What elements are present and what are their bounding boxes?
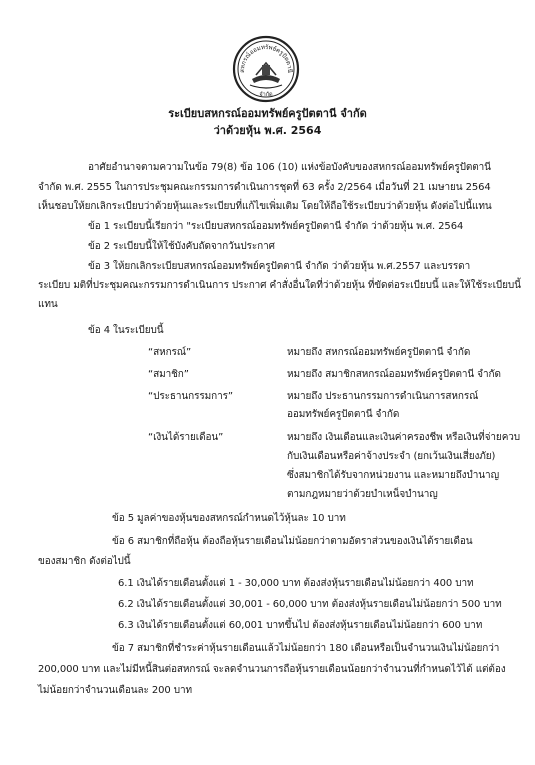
definition-text: หมายถึง เงินเดือนและเงินค่าครองชีพ หรือเงินที่จ่ายควบ <box>287 432 521 443</box>
intro-line-2: จำกัด พ.ศ. 2555 ในการประชุมคณะกรรมการดำเนินการชุดที่ 63 ครั้ง 2/2564 เมื่อวันที่ 21 เมษายน 2564 <box>38 182 491 193</box>
definition-term: “ประธานกรรมการ” <box>148 391 233 402</box>
clause-4-heading: ข้อ 4 ในระเบียบนี้ <box>88 325 164 336</box>
document-subtitle: ว่าด้วยหุ้น พ.ศ. 2564 <box>213 124 322 137</box>
definition-text: ซึ่งสมาชิกได้รับจากหน่วยงาน และหมายถึงบำนาญ <box>287 470 499 481</box>
definition-text: หมายถึง สมาชิกสหกรณ์ออมทรัพย์ครูปัตตานี จำกัด <box>287 369 501 380</box>
clause-7-line-2: 200,000 บาท และไม่มีหนี้สินต่อสหกรณ์ จะลดจำนวนการถือหุ้นรายเดือนน้อยกว่าจำนวนที่กำหนดไว้ได้ แต่ต้อง <box>38 664 506 675</box>
seal-icon <box>232 35 300 103</box>
clause-6-line-2: ของสมาชิก ดังต่อไปนี้ <box>38 556 131 567</box>
clause-1: ข้อ 1 ระเบียบนี้เรียกว่า "ระเบียบสหกรณ์ออมทรัพย์ครูปัตตานี จำกัด ว่าด้วยหุ้น พ.ศ. 2564 <box>88 221 464 232</box>
svg-text:สหกรณ์ออมทรัพย์ครูปัตตานี: สหกรณ์ออมทรัพย์ครูปัตตานี <box>238 43 294 73</box>
clause-7-line-1: ข้อ 7 สมาชิกที่ชำระค่าหุ้นรายเดือนแล้วไม่น้อยกว่า 180 เดือนหรือเป็นจำนวนเงินไม่น้อยกว่า <box>112 643 500 654</box>
definition-term: “สหกรณ์” <box>148 347 192 358</box>
clause-3-line-2: ระเบียบ มติที่ประชุมคณะกรรมการดำเนินการ ประกาศ คำสั่งอื่นใดที่ว่าด้วยหุ้น ที่ขัดต่อระเบียบนี้ และให้ใช้ระเบียบนี้ <box>38 280 521 291</box>
definition-text: กับเงินเดือนหรือค่าจ้างประจำ (ยกเว้นเงินเสี่ยงภัย) <box>287 451 496 462</box>
clause-3-line-3: แทน <box>38 299 58 310</box>
clause-5: ข้อ 5 มูลค่าของหุ้นของสหกรณ์กำหนดไว้หุ้นละ 10 บาท <box>112 513 346 524</box>
clause-7-line-3: ไม่น้อยกว่าจำนวนเดือนละ 200 บาท <box>38 685 193 696</box>
clause-6-tier-1: 6.1 เงินได้รายเดือนตั้งแต่ 1 - 30,000 บาท ต้องส่งหุ้นรายเดือนไม่น้อยกว่า 400 บาท <box>118 578 474 589</box>
cooperative-seal-logo <box>232 35 300 103</box>
clause-6-line-1: ข้อ 6 สมาชิกที่ถือหุ้น ต้องถือหุ้นรายเดือนไม่น้อยกว่าตามอัตราส่วนของเงินได้รายเดือน <box>112 536 473 547</box>
document-title: ระเบียบสหกรณ์ออมทรัพย์ครูปัตตานี จำกัด <box>168 107 367 120</box>
clause-3-line-1: ข้อ 3 ให้ยกเลิกระเบียบสหกรณ์ออมทรัพย์ครูปัตตานี จำกัด ว่าด้วยหุ้น พ.ศ.2557 และบรรดา <box>88 261 471 272</box>
clause-2: ข้อ 2 ระเบียบนี้ให้ใช้บังคับถัดจากวันประกาศ <box>88 241 275 252</box>
intro-line-1: อาศัยอำนาจตามความในข้อ 79(8) ข้อ 106 (10) แห่งข้อบังคับของสหกรณ์ออมทรัพย์ครูปัตตานี <box>88 162 491 173</box>
svg-text:จำกัด: จำกัด <box>259 92 273 98</box>
clause-6-tier-3: 6.3 เงินได้รายเดือนตั้งแต่ 60,001 บาทขึ้นไป ต้องส่งหุ้นรายเดือนไม่น้อยกว่า 600 บาท <box>118 620 483 631</box>
definition-text: ออมทรัพย์ครูปัตตานี จำกัด <box>287 409 400 420</box>
definition-text: หมายถึง สหกรณ์ออมทรัพย์ครูปัตตานี จำกัด <box>287 347 471 358</box>
definition-text: ตามกฎหมายว่าด้วยบำเหน็จบำนาญ <box>287 489 438 500</box>
clause-6-tier-2: 6.2 เงินได้รายเดือนตั้งแต่ 30,001 - 60,000 บาท ต้องส่งหุ้นรายเดือนไม่น้อยกว่า 500 บาท <box>118 599 502 610</box>
intro-line-3: เห็นชอบให้ยกเลิกระเบียบว่าด้วยหุ้นและระเบียบที่แก้ไขเพิ่มเติม โดยให้ถือใช้ระเบียบว่าด้วยหุ้น ดังต่อไปนี้แทน <box>38 201 492 212</box>
definition-term: “สมาชิก” <box>148 369 189 380</box>
definition-term: “เงินได้รายเดือน” <box>148 432 224 443</box>
definition-text: หมายถึง ประธานกรรมการดำเนินการสหกรณ์ <box>287 391 479 402</box>
